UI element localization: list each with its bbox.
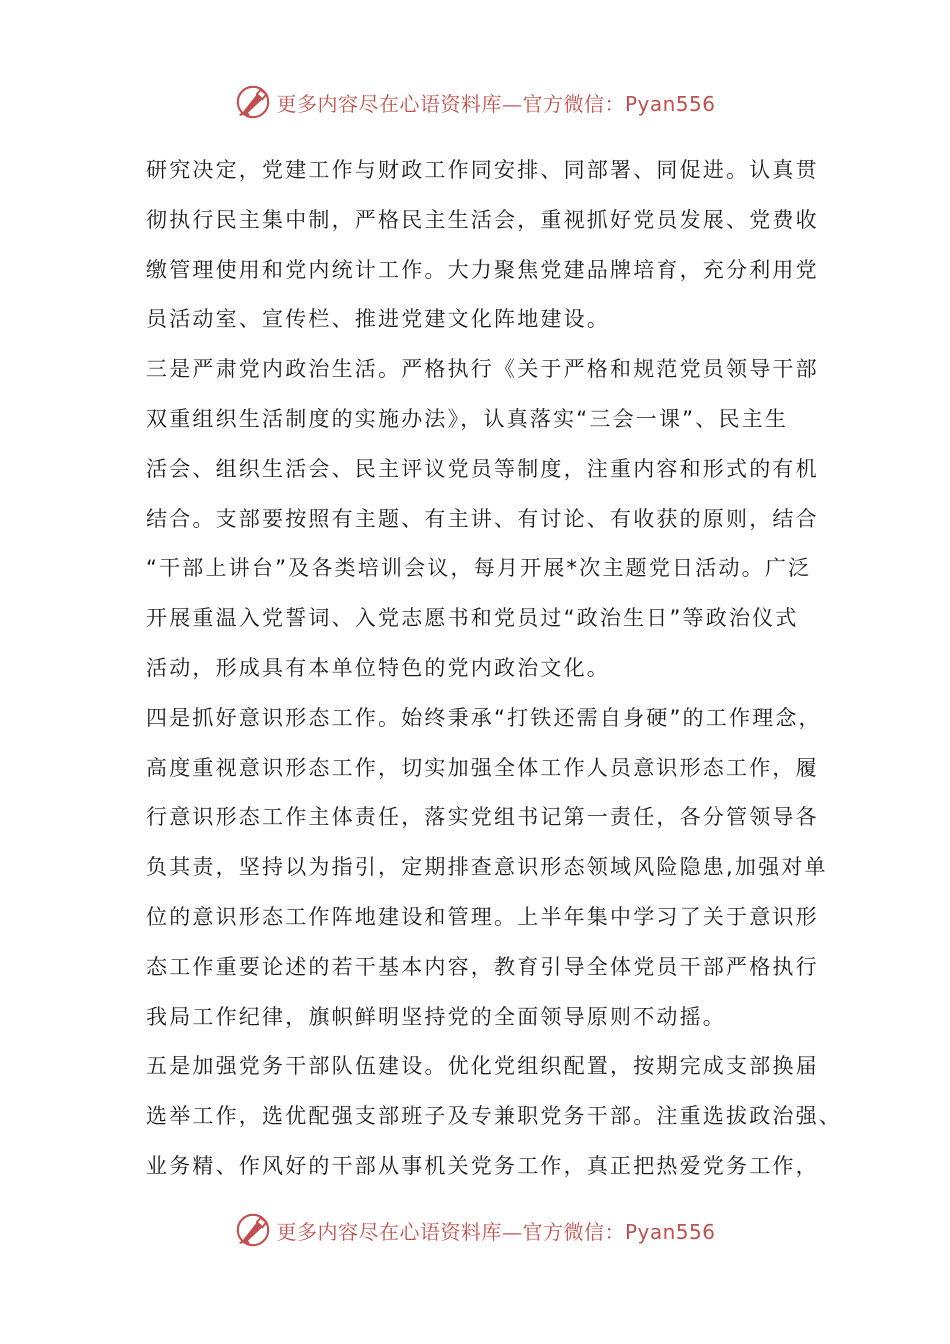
text-line: 五是加强党务干部队伍建设。优化党组织配置，按期完成支部换届 <box>146 1054 819 1079</box>
text-line: 负其责，坚持以为指引，定期排查意识形态领域风险隐患,加强对单 <box>146 855 828 880</box>
text-line: 双重组织生活制度的实施办法》，认真落实“三会一课”、民主生 <box>146 406 789 431</box>
header-banner <box>0 80 950 124</box>
body-text <box>146 146 842 1192</box>
text-line: 四是抓好意识形态工作。始终秉承“打铁还需自身硬”的工作理念， <box>146 705 822 730</box>
text-line: 行意识形态工作主体责任，落实党组书记第一责任，各分管领导各 <box>146 805 819 830</box>
text-line: 员活动室、宣传栏、推进党建文化阵地建设。 <box>146 307 610 332</box>
text-line: “干部上讲台”及各类培训会议，每月开展*次主题党日活动。广泛 <box>146 556 812 581</box>
text-line: 活动，形成具有本单位特色的党内政治文化。 <box>146 655 610 680</box>
text-line: 研究决定，党建工作与财政工作同安排、同部署、同促进。认真贯 <box>146 158 819 182</box>
text-line: 活会、组织生活会、民主评议党员等制度，注重内容和形式的有机 <box>146 456 819 481</box>
header-banner-text: 更多内容尽在心语资料库—官方微信：Pyan556 <box>276 91 716 116</box>
text-line: 选举工作，选优配强支部班子及专兼职党务干部。注重选拔政治强、 <box>146 1104 842 1129</box>
text-line: 业务精、作风好的干部从事机关党务工作，真正把热爱党务工作， <box>146 1153 819 1178</box>
text-line: 态工作重要论述的若干基本内容，教育引导全体党员干部严格执行 <box>146 954 819 979</box>
pen-nib-icon <box>234 83 272 121</box>
text-line: 位的意识形态工作阵地建设和管理。上半年集中学习了关于意识形 <box>146 904 819 929</box>
footer-banner <box>0 1208 950 1252</box>
text-line: 缴管理使用和党内统计工作。大力聚焦党建品牌培育，充分利用党 <box>146 257 819 282</box>
text-line: 结合。支部要按照有主题、有主讲、有讨论、有收获的原则，结合 <box>146 506 819 531</box>
footer-banner-text: 更多内容尽在心语资料库—官方微信：Pyan556 <box>276 1219 716 1244</box>
text-line: 开展重温入党誓词、入党志愿书和党员过“政治生日”等政治仪式 <box>146 606 799 631</box>
pen-nib-icon <box>234 1211 272 1249</box>
text-line: 我局工作纪律，旗帜鲜明坚持党的全面领导原则不动摇。 <box>146 1004 726 1029</box>
footer-wechat-id: Pyan556 <box>624 1219 716 1244</box>
header-wechat-id: Pyan556 <box>624 91 716 116</box>
text-line: 高度重视意识形态工作，切实加强全体工作人员意识形态工作，履 <box>146 755 819 780</box>
text-line: 彻执行民主集中制，严格民主生活会，重视抓好党员发展、党费收 <box>146 207 819 232</box>
text-line: 三是严肃党内政治生活。严格执行《关于严格和规范党员领导干部 <box>146 357 819 382</box>
